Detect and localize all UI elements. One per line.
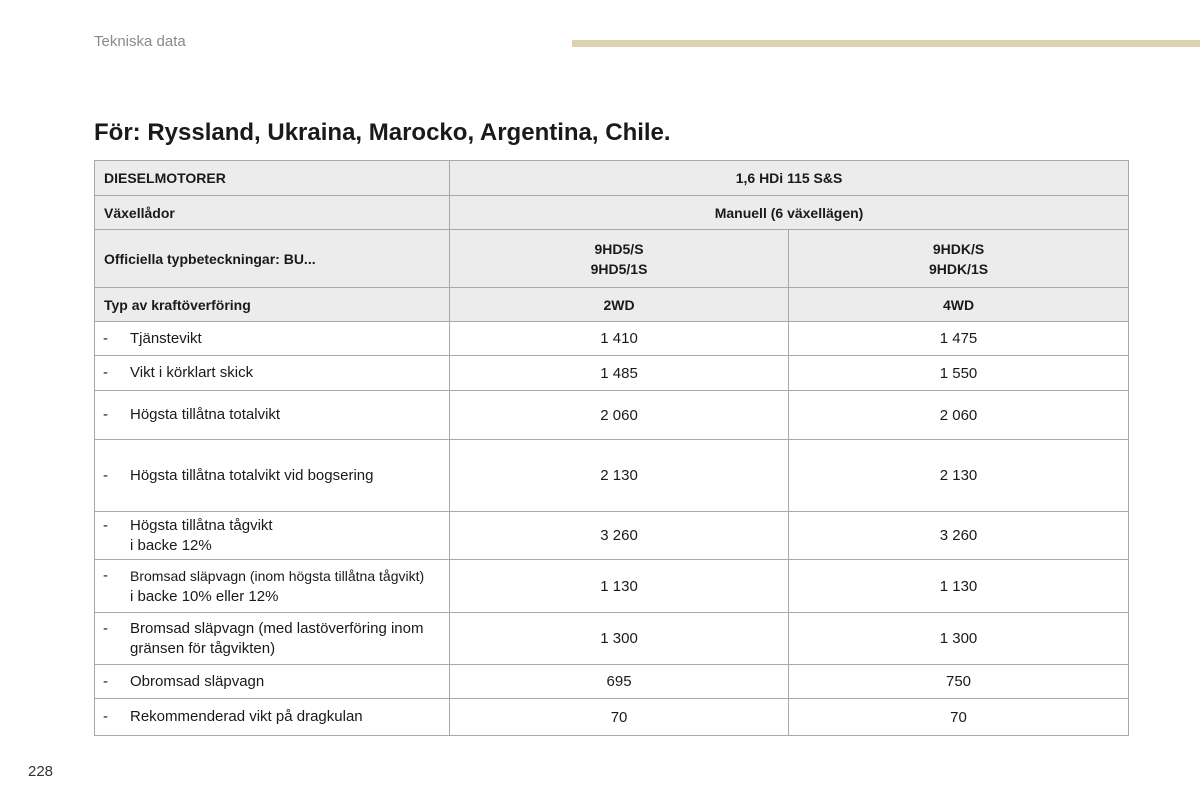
row-label: Tjänstevikt [130,329,202,347]
type-code-line: 9HD5/S [594,240,644,257]
table-row [95,440,1129,512]
drive-type-4wd: 4WD [789,288,1129,322]
type-code-line: 9HD5/1S [590,260,648,277]
type-codes-row [95,230,1129,288]
row-label-line: Bromsad släpvagn (med lastöverföring inom [130,619,424,637]
table-row [95,560,1129,613]
row-label-cell [95,512,450,560]
drive-type-row [95,288,1129,322]
bullet-dash: - [103,329,108,347]
header-decorative-bar [572,40,1200,47]
row-label-cell [95,613,450,665]
value-4wd: 70 [789,699,1129,736]
bullet-dash: - [103,406,108,423]
page-title: För: Ryssland, Ukraina, Marocko, Argentina, Chile. [94,119,671,146]
type-codes-label: Officiella typbeteckningar: BU... [95,230,450,288]
drive-type-2wd: 2WD [450,288,789,322]
bullet-dash: - [103,466,108,484]
row-label: Obromsad släpvagn [130,672,265,690]
row-label-cell [95,391,450,440]
gearbox-value: Manuell (6 växellägen) [450,196,1129,230]
bullet-dash: - [103,516,108,534]
engine-value: 1,6 HDi 115 S&S [450,161,1129,196]
value-2wd: 1 410 [450,322,789,356]
running-head: Tekniska data [94,33,186,50]
table-row [95,613,1129,665]
row-label-cell [95,665,450,699]
type-codes-2wd [450,230,789,288]
row-label [130,566,449,607]
row-label-cell [95,560,450,613]
bullet-dash: - [103,672,108,690]
row-label-cell [95,322,450,356]
row-label: Vikt i körklart skick [130,364,254,381]
row-label-line: gränsen för tågvikten) [130,639,276,657]
gearbox-label: Växellådor [95,196,450,230]
value-4wd: 750 [789,665,1129,699]
value-4wd: 3 260 [789,512,1129,560]
specification-table [94,160,1129,736]
drive-type-label: Typ av kraftöverföring [95,288,450,322]
table-row [95,665,1129,699]
table-row [95,322,1129,356]
value-2wd: 1 485 [450,356,789,391]
row-label: Högsta tillåtna totalvikt vid bogsering [130,466,374,484]
row-label: Högsta tillåtna totalvikt [130,406,281,423]
engine-row [95,161,1129,196]
value-2wd: 70 [450,699,789,736]
value-2wd: 695 [450,665,789,699]
engines-label: DIESELMOTORER [95,161,450,196]
value-4wd: 1 300 [789,613,1129,665]
value-2wd: 2 130 [450,440,789,512]
row-label-cell [95,356,450,391]
value-4wd: 2 130 [789,440,1129,512]
type-code-line: 9HDK/1S [928,260,989,277]
value-4wd: 1 475 [789,322,1129,356]
row-label: Rekommenderad vikt på dragkulan [130,708,363,725]
bullet-dash: - [103,708,108,725]
row-label-cell [95,699,450,736]
value-2wd: 1 130 [450,560,789,613]
row-label [130,516,449,556]
gearbox-row [95,196,1129,230]
value-4wd: 1 130 [789,560,1129,613]
type-codes-4wd [789,230,1129,288]
value-4wd: 1 550 [789,356,1129,391]
table-row [95,356,1129,391]
row-label-cell [95,440,450,512]
bullet-dash: - [103,619,108,637]
table-row [95,512,1129,560]
value-2wd: 3 260 [450,512,789,560]
type-code-line: 9HDK/S [932,240,985,257]
value-2wd: 1 300 [450,613,789,665]
row-label-line: i backe 12% [130,536,212,554]
value-2wd: 2 060 [450,391,789,440]
bullet-dash: - [103,364,108,381]
value-4wd: 2 060 [789,391,1129,440]
row-label-line: Bromsad släpvagn (inom högsta tillåtna tågvikt) [130,567,425,584]
row-label-line: i backe 10% eller 12% [130,587,279,605]
bullet-dash: - [103,566,108,584]
table-row [95,699,1129,736]
table-row [95,391,1129,440]
page-number: 228 [28,763,54,780]
row-label [130,619,449,659]
row-label-line: Högsta tillåtna tågvikt [130,516,273,534]
